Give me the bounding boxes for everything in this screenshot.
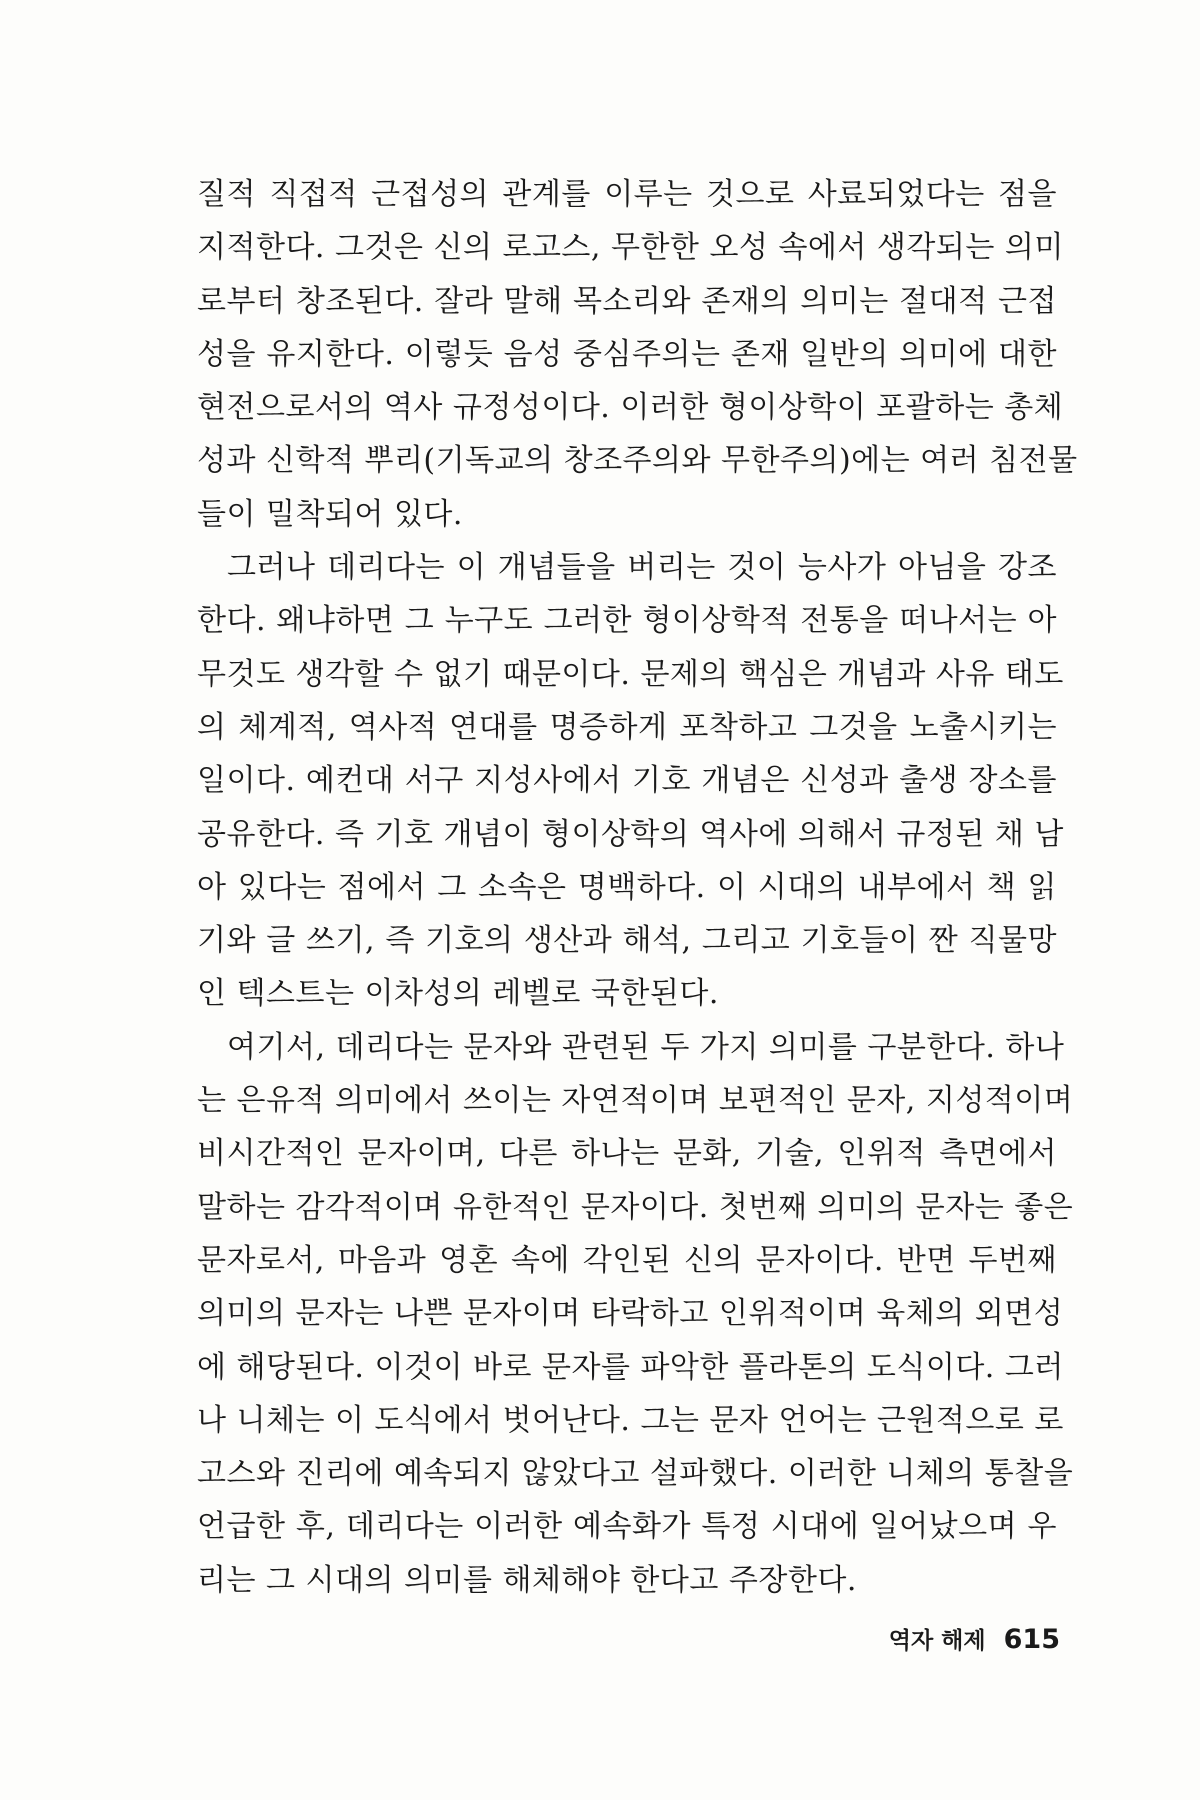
text-line: 로부터 창조된다. 잘라 말해 목소리와 존재의 의미는 절대적 근접 bbox=[197, 283, 1057, 319]
paragraph-3 bbox=[197, 1021, 1074, 1607]
text-line: 말하는 감각적이며 유한적인 문자이다. 첫번째 의미의 문자는 좋은 bbox=[197, 1189, 1074, 1225]
paragraph-1 bbox=[197, 168, 1078, 541]
text-line: 성과 신학적 뿌리(기독교의 창조주의와 무한주의)에는 여러 침전물 bbox=[197, 443, 1078, 479]
text-line: 아 있다는 점에서 그 소속은 명백하다. 이 시대의 내부에서 책 읽 bbox=[197, 869, 1057, 905]
text-line: 는 은유적 의미에서 쓰이는 자연적이며 보편적인 문자, 지성적이며 bbox=[197, 1083, 1074, 1119]
text-line: 현전으로서의 역사 규정성이다. 이러한 형이상학이 포괄하는 총체 bbox=[197, 390, 1064, 426]
text-line: 무것도 생각할 수 없기 때문이다. 문제의 핵심은 개념과 사유 태도 bbox=[197, 656, 1064, 692]
running-footer-section: 역자 해제 bbox=[888, 1628, 986, 1654]
text-line: 나 니체는 이 도식에서 벗어난다. 그는 문자 언어는 근원적으로 로 bbox=[197, 1402, 1064, 1438]
text-line: 일이다. 예컨대 서구 지성사에서 기호 개념은 신성과 출생 장소를 bbox=[197, 763, 1057, 799]
body-text bbox=[197, 168, 1078, 1607]
text-line: 리는 그 시대의 의미를 해체해야 한다고 주장한다. bbox=[197, 1562, 857, 1598]
text-line: 들이 밀착되어 있다. bbox=[197, 496, 463, 532]
text-line: 공유한다. 즉 기호 개념이 형이상학의 역사에 의해서 규정된 채 남 bbox=[197, 816, 1064, 852]
page-number: 615 bbox=[1003, 1624, 1060, 1655]
page-footer bbox=[889, 1622, 1060, 1655]
text-line: 에 해당된다. 이것이 바로 문자를 파악한 플라톤의 도식이다. 그러 bbox=[197, 1349, 1064, 1385]
text-line: 지적한다. 그것은 신의 로고스, 무한한 오성 속에서 생각되는 의미 bbox=[197, 230, 1064, 266]
text-line: 언급한 후, 데리다는 이러한 예속화가 특정 시대에 일어났으며 우 bbox=[197, 1509, 1057, 1545]
text-line: 질적 직접적 근접성의 관계를 이루는 것으로 사료되었다는 점을 bbox=[197, 177, 1057, 212]
text-line: 여기서, 데리다는 문자와 관련된 두 가지 의미를 구분한다. 하나 bbox=[227, 1029, 1065, 1065]
paragraph-2 bbox=[197, 541, 1064, 1021]
text-line: 의 체계적, 역사적 연대를 명증하게 포착하고 그것을 노출시키는 bbox=[197, 709, 1057, 745]
text-line: 문자로서, 마음과 영혼 속에 각인된 신의 문자이다. 반면 두번째 bbox=[197, 1242, 1057, 1278]
text-line: 그러나 데리다는 이 개념들을 버리는 것이 능사가 아님을 강조 bbox=[227, 550, 1057, 586]
text-line: 성을 유지한다. 이렇듯 음성 중심주의는 존재 일반의 의미에 대한 bbox=[197, 336, 1057, 372]
text-line: 비시간적인 문자이며, 다른 하나는 문화, 기술, 인위적 측면에서 bbox=[197, 1136, 1057, 1172]
text-line: 한다. 왜냐하면 그 누구도 그러한 형이상학적 전통을 떠나서는 아 bbox=[197, 603, 1057, 639]
text-line: 의미의 문자는 나쁜 문자이며 타락하고 인위적이며 육체의 외면성 bbox=[197, 1296, 1064, 1332]
text-line: 기와 글 쓰기, 즉 기호의 생산과 해석, 그리고 기호들이 짠 직물망 bbox=[197, 923, 1057, 959]
text-line: 고스와 진리에 예속되지 않았다고 설파했다. 이러한 니체의 통찰을 bbox=[197, 1456, 1074, 1492]
text-line: 인 텍스트는 이차성의 레벨로 국한된다. bbox=[197, 976, 719, 1012]
